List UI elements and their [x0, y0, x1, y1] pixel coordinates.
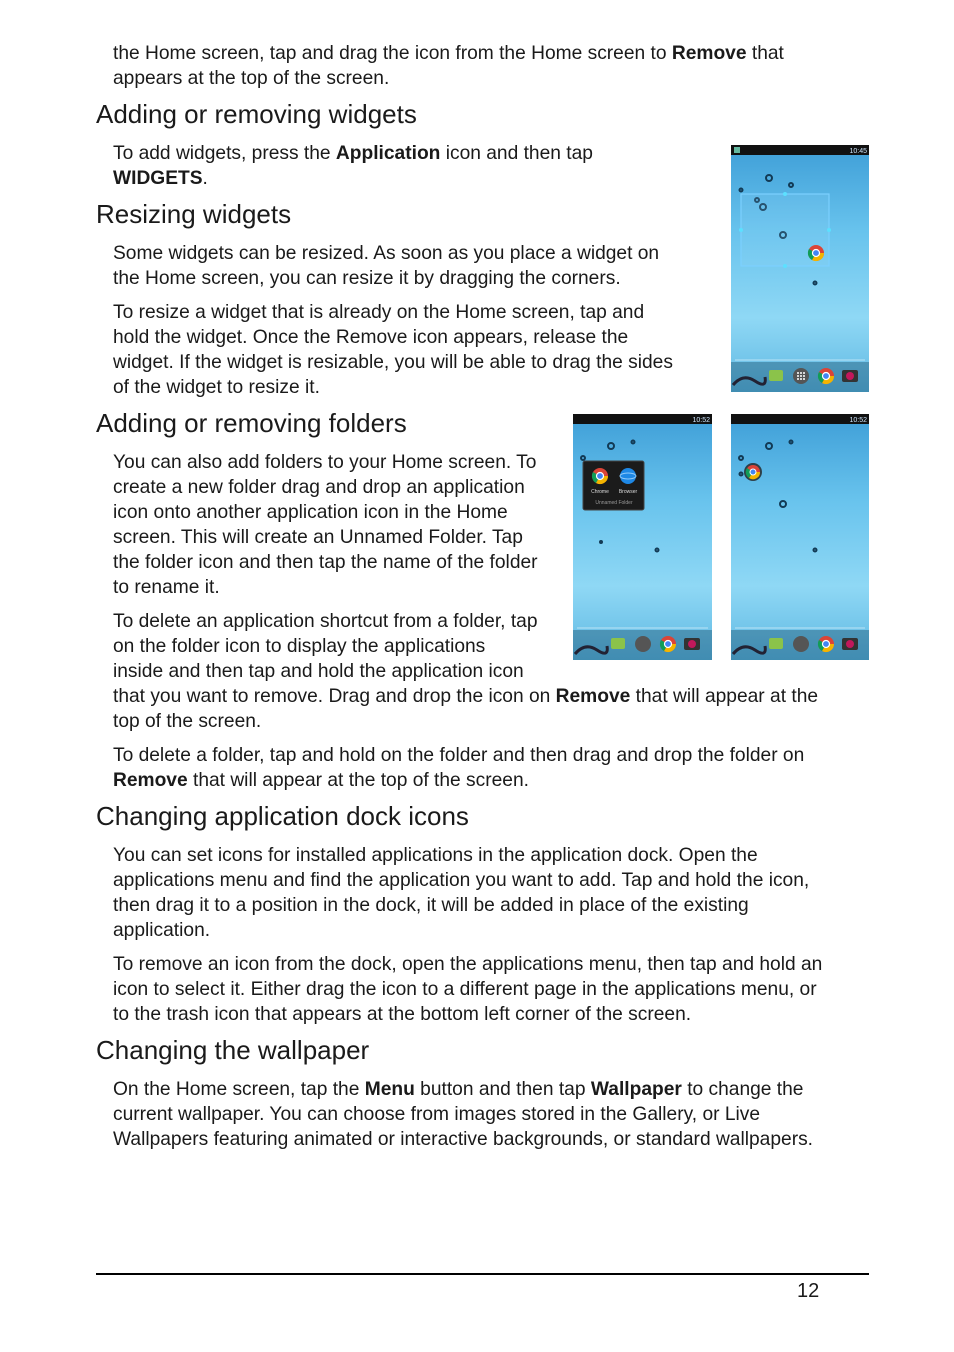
folders-p1-line-5: the folder icon and then tap the name of the folder — [113, 552, 538, 573]
folders-p2-line-3: inside and then tap and hold the application icon — [113, 661, 524, 682]
resizing-p2-line-2: hold the widget. Once the Remove icon appears, release the — [113, 327, 629, 348]
heading-wallpaper: Changing the wallpaper — [96, 1035, 370, 1065]
folders-p1-line-6: to rename it. — [113, 577, 220, 598]
folder-home-screenshot — [731, 414, 869, 660]
status-time: 10:45 — [849, 148, 867, 155]
page-number: 12 — [797, 1280, 820, 1302]
wallpaper-line-3: Wallpapers featuring animated or interactive backgrounds, or standard wallpapers. — [113, 1129, 814, 1150]
widget-resize-screenshot — [731, 145, 869, 392]
intro-line-2: appears at the top of the screen. — [113, 68, 390, 89]
resizing-p2-line-3: widget. If the widget is resizable, you will be able to drag the sides — [113, 352, 673, 373]
folders-p2-line-4: that you want to remove. Drag and drop the icon on Remove that will appear at the — [113, 686, 819, 707]
status-time: 10:52 — [849, 417, 867, 424]
folders-p2-line-2: on the folder icon to display the applications — [113, 636, 486, 657]
folders-p1-line-1: You can also add folders to your Home screen. To — [113, 452, 537, 473]
dock-p1-line-1: You can set icons for installed applications in the application dock. Open the — [113, 845, 758, 866]
folders-p2-line-5: top of the screen. — [113, 711, 262, 732]
svg-text:Unnamed Folder: Unnamed Folder — [595, 500, 633, 506]
resizing-p1-line-1: Some widgets can be resized. As soon as you place a widget on — [113, 243, 660, 264]
wallpaper-line-2: current wallpaper. You can choose from images stored in the Gallery, or Live — [113, 1104, 761, 1125]
widgets-text-line-1: To add widgets, press the Application icon and then tap — [113, 143, 593, 164]
dock-p1-line-4: application. — [113, 920, 211, 941]
heading-dock: Changing application dock icons — [96, 801, 469, 831]
intro-line-1: the Home screen, tap and drag the icon from the Home screen to Remove that — [113, 43, 784, 64]
folder-icon — [744, 463, 762, 481]
svg-text:Chrome: Chrome — [591, 489, 609, 495]
chrome-icon — [808, 245, 824, 261]
dock-chrome-icon — [660, 636, 676, 652]
folder-chrome-icon — [592, 468, 608, 484]
dock-chrome-icon — [818, 368, 834, 384]
folders-p2-line-1: To delete an application shortcut from a folder, tap — [113, 611, 538, 632]
heading-resizing: Resizing widgets — [96, 199, 292, 229]
heading-folders: Adding or removing folders — [96, 408, 407, 438]
heading-widgets: Adding or removing widgets — [96, 99, 417, 129]
dock-p1-line-3: then drag it to a position in the dock, it will be added in place of the existing — [113, 895, 749, 916]
folders-p1-line-2: create a new folder drag and drop an application — [113, 477, 525, 498]
messaging-icon — [769, 370, 783, 381]
dock-chrome-icon — [818, 636, 834, 652]
dock-p1-line-2: applications menu and find the application you want to add. Tap and hold the icon, — [113, 870, 810, 891]
folders-p1-line-3: icon onto another application icon in the Home — [113, 502, 508, 523]
resizing-p2-line-4: of the widget to resize it. — [113, 377, 320, 398]
dock-p2-line-1: To remove an icon from the dock, open the applications menu, then tap and hold an — [113, 954, 823, 975]
widgets-text-line-2: WIDGETS. — [113, 168, 208, 189]
folder-browser-icon — [620, 468, 636, 484]
folders-p3-line-1: To delete a folder, tap and hold on the folder and then drag and drop the folder on — [113, 745, 805, 766]
dock-p2-line-2: icon to select it. Either drag the icon to a different page in the applications menu, or — [113, 979, 817, 1000]
folders-p1-line-4: screen. This will create an Unnamed Folder. Tap — [113, 527, 523, 548]
status-time: 10:52 — [692, 417, 710, 424]
dock-p2-line-3: to the trash icon that appears at the bottom left corner of the screen. — [113, 1004, 692, 1025]
folder-open-screenshot — [573, 414, 712, 660]
resizing-p2-line-1: To resize a widget that is already on the Home screen, tap and — [113, 302, 645, 323]
svg-text:Browser: Browser — [618, 489, 638, 495]
wallpaper-line-1: On the Home screen, tap the Menu button and then tap Wallpaper to change the — [113, 1079, 804, 1100]
folders-p3-line-2: Remove that will appear at the top of the screen. — [113, 770, 529, 791]
footer-rule — [96, 1273, 869, 1275]
resizing-p1-line-2: the Home screen, you can resize it by dragging the corners. — [113, 268, 621, 289]
